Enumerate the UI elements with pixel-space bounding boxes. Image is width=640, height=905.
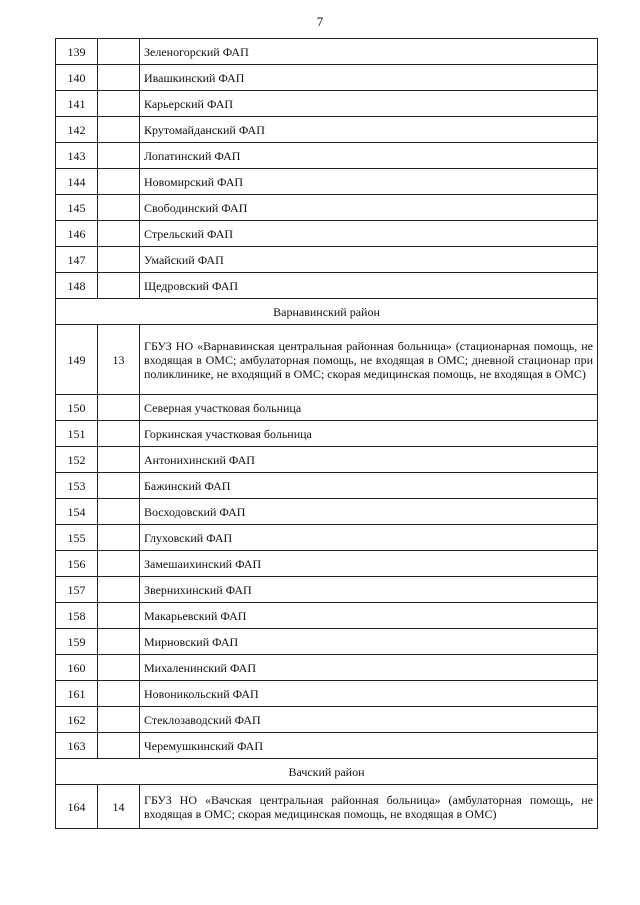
row-name: Звернихинский ФАП — [140, 577, 598, 603]
row-code — [98, 629, 140, 655]
table-row — [56, 91, 598, 117]
row-number: 156 — [56, 551, 98, 577]
row-number: 162 — [56, 707, 98, 733]
table-row — [56, 143, 598, 169]
table-row — [56, 629, 598, 655]
row-code — [98, 551, 140, 577]
section-title: Варнавинский район — [56, 299, 598, 325]
row-number: 155 — [56, 525, 98, 551]
row-code — [98, 577, 140, 603]
row-number: 158 — [56, 603, 98, 629]
row-code — [98, 473, 140, 499]
page-number: 7 — [316, 14, 324, 29]
row-name: Михаленинский ФАП — [140, 655, 598, 681]
row-number: 147 — [56, 247, 98, 273]
row-number: 149 — [56, 325, 98, 395]
row-code — [98, 273, 140, 299]
table-row — [56, 65, 598, 91]
table-row — [56, 577, 598, 603]
row-number: 148 — [56, 273, 98, 299]
row-number: 151 — [56, 421, 98, 447]
row-code — [98, 447, 140, 473]
row-number: 160 — [56, 655, 98, 681]
row-number: 153 — [56, 473, 98, 499]
row-name: Замешаихинский ФАП — [140, 551, 598, 577]
row-code — [98, 681, 140, 707]
row-code — [98, 707, 140, 733]
row-code — [98, 221, 140, 247]
row-code — [98, 91, 140, 117]
table-row — [56, 117, 598, 143]
table-row — [56, 395, 598, 421]
row-number: 139 — [56, 39, 98, 65]
row-name: Восходовский ФАП — [140, 499, 598, 525]
row-name: Северная участковая больница — [140, 395, 598, 421]
row-name: ГБУЗ НО «Варнавинская центральная районная больница» (стационарная помощь, не входящая в ОМС; амбулаторная помощь, не входящая в ОМС; дневной стационар при поликлинике, не входящий в ОМС; скорая медицинская помощь, не входящая в ОМС) — [140, 325, 598, 395]
row-number: 150 — [56, 395, 98, 421]
row-code — [98, 117, 140, 143]
table-row — [56, 785, 598, 829]
row-name: Новоникольский ФАП — [140, 681, 598, 707]
row-name: ГБУЗ НО «Вачская центральная районная больница» (амбулаторная помощь, не входящая в ОМС; скорая медицинская помощь, не входящая в ОМС) — [140, 785, 598, 829]
table-row — [56, 325, 598, 395]
section-header-row — [56, 299, 598, 325]
table-group-a — [56, 39, 598, 299]
row-name: Карьерский ФАП — [140, 91, 598, 117]
row-code: 13 — [98, 325, 140, 395]
table-group-b — [56, 395, 598, 759]
row-number: 146 — [56, 221, 98, 247]
table-row — [56, 733, 598, 759]
facilities-table — [55, 38, 598, 829]
row-name: Умайский ФАП — [140, 247, 598, 273]
row-number: 164 — [56, 785, 98, 829]
row-name: Ивашкинский ФАП — [140, 65, 598, 91]
table-row — [56, 603, 598, 629]
row-code — [98, 247, 140, 273]
row-name: Новомирский ФАП — [140, 169, 598, 195]
row-code — [98, 143, 140, 169]
table-row — [56, 681, 598, 707]
row-code — [98, 655, 140, 681]
row-code — [98, 395, 140, 421]
row-name: Горкинская участковая больница — [140, 421, 598, 447]
row-code — [98, 603, 140, 629]
table-row — [56, 421, 598, 447]
row-number: 157 — [56, 577, 98, 603]
table-row — [56, 707, 598, 733]
row-number: 141 — [56, 91, 98, 117]
section-varnavino-group — [56, 299, 598, 395]
section-title: Вачский район — [56, 759, 598, 785]
row-number: 161 — [56, 681, 98, 707]
row-name: Бажинский ФАП — [140, 473, 598, 499]
row-name: Мирновский ФАП — [140, 629, 598, 655]
row-code — [98, 39, 140, 65]
row-code — [98, 195, 140, 221]
row-name: Крутомайданский ФАП — [140, 117, 598, 143]
row-code — [98, 169, 140, 195]
table-row — [56, 551, 598, 577]
row-name: Антонихинский ФАП — [140, 447, 598, 473]
row-code — [98, 65, 140, 91]
row-number: 140 — [56, 65, 98, 91]
row-name: Макарьевский ФАП — [140, 603, 598, 629]
row-number: 144 — [56, 169, 98, 195]
row-number: 152 — [56, 447, 98, 473]
row-code — [98, 733, 140, 759]
row-number: 159 — [56, 629, 98, 655]
row-number: 143 — [56, 143, 98, 169]
row-name: Лопатинский ФАП — [140, 143, 598, 169]
table-row — [56, 39, 598, 65]
row-code: 14 — [98, 785, 140, 829]
row-code — [98, 525, 140, 551]
table-row — [56, 655, 598, 681]
table-row — [56, 499, 598, 525]
row-name: Черемушкинский ФАП — [140, 733, 598, 759]
row-number: 154 — [56, 499, 98, 525]
table-row — [56, 169, 598, 195]
table-row — [56, 447, 598, 473]
row-name: Свободинский ФАП — [140, 195, 598, 221]
row-number: 145 — [56, 195, 98, 221]
table-row — [56, 247, 598, 273]
table-row — [56, 473, 598, 499]
row-name: Стеклозаводский ФАП — [140, 707, 598, 733]
row-name: Щедровский ФАП — [140, 273, 598, 299]
row-name: Зеленогорский ФАП — [140, 39, 598, 65]
row-name: Глуховский ФАП — [140, 525, 598, 551]
table-row — [56, 221, 598, 247]
table-row — [56, 195, 598, 221]
section-vacha-group — [56, 759, 598, 829]
row-number: 163 — [56, 733, 98, 759]
table-row — [56, 525, 598, 551]
section-header-row — [56, 759, 598, 785]
table-row — [56, 273, 598, 299]
row-code — [98, 421, 140, 447]
row-code — [98, 499, 140, 525]
row-number: 142 — [56, 117, 98, 143]
row-name: Стрельский ФАП — [140, 221, 598, 247]
